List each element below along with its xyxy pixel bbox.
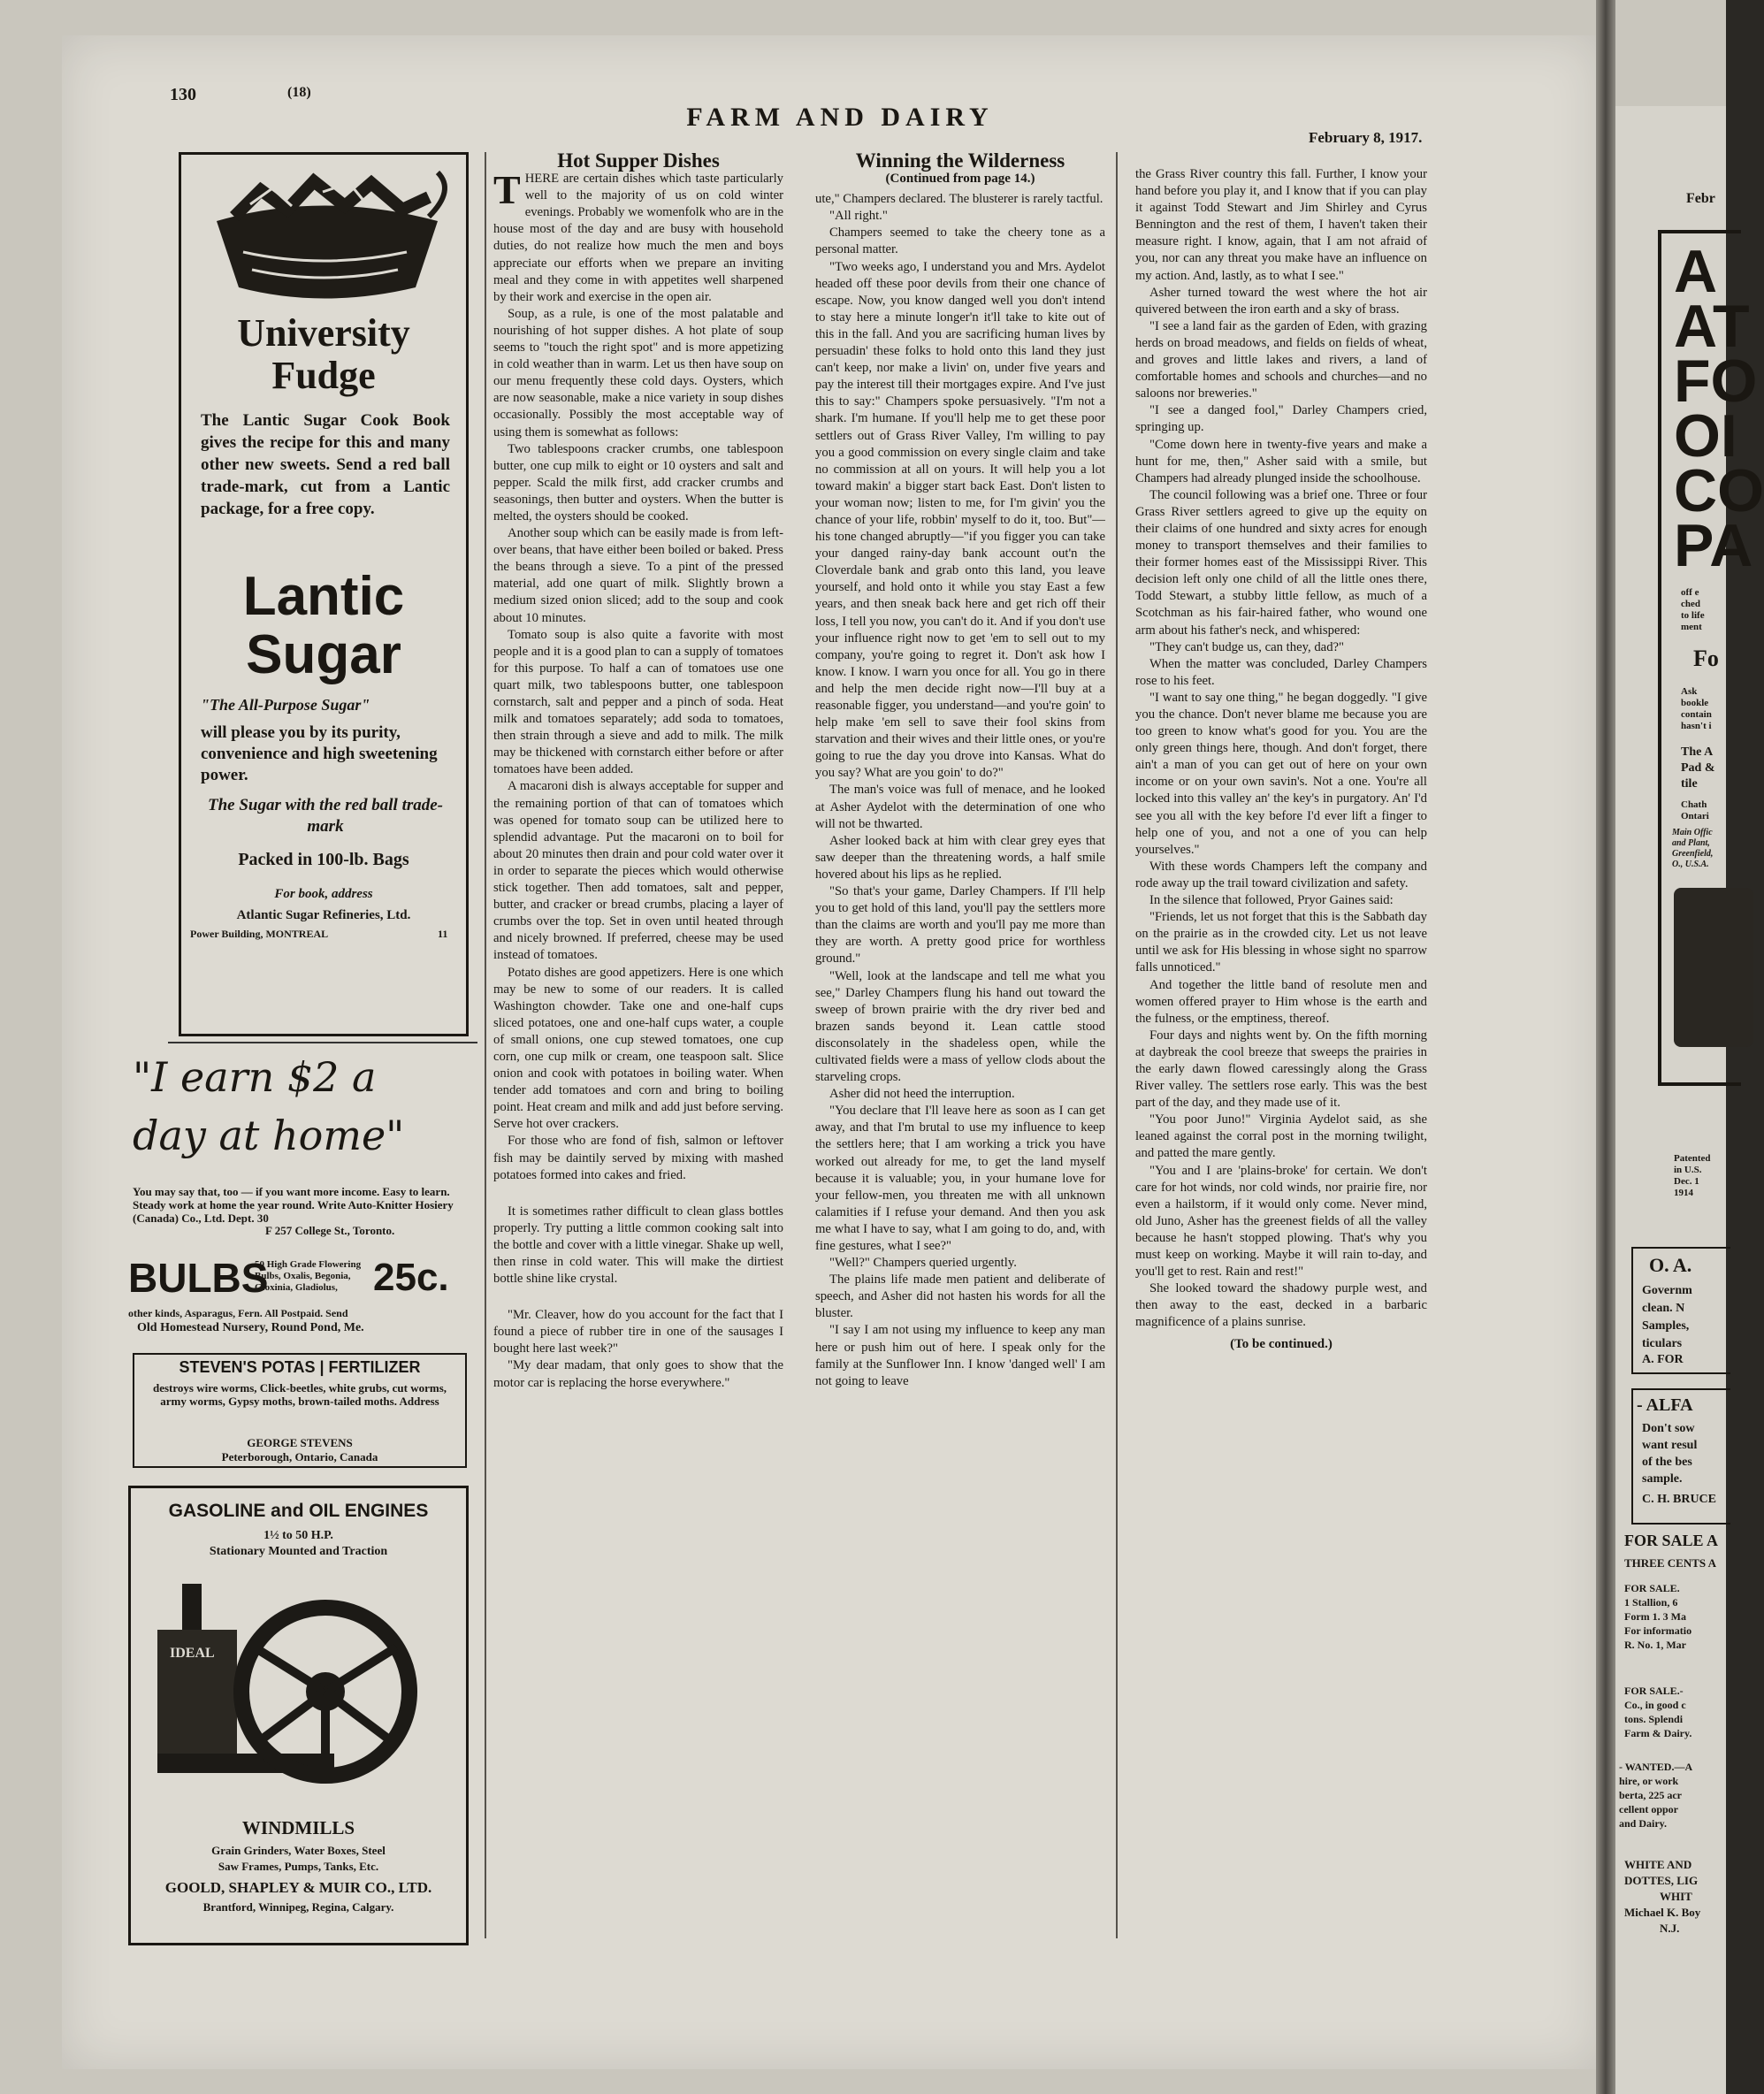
article-3-paragraph: "I see a danged fool," Darley Champers cried, springing up. — [1135, 403, 1427, 435]
potas-name: GEORGE STEVENS — [247, 1436, 353, 1449]
bulbs-price: 25c. — [373, 1256, 449, 1299]
engines-range: 1½ to 50 H.P. — [263, 1529, 333, 1542]
article-2-paragraph: "You declare that I'll leave here as soon as I can get away, and that I'm brutal to use my influence to keep the settlers here; that I am working a trick you have worked out already for me, to get the land myself because it is valuable; you, in your humane love for your fellow-men, you threaten me with all unknown calamities if I refuse your demand. And then you ask me what I have to say, what I am going to do, and, with fine gestures, what I see?" — [815, 1104, 1105, 1253]
bulbs-word: BULBS — [128, 1255, 269, 1301]
article-3-paragraph: "You and I are 'plains-broke' for certain. We don't care for hot winds, nor cold winds, nor prairie fire, nor even a hailstorm, if it would only come. Never mind, old Juno, Asher has the greenest fields of all the valley because he hasn't stopped plowing. That's why you must keep on working. Maybe it will rain to-day, and you'll get to rest. Rain and rest!" — [1135, 1163, 1427, 1280]
earn-body-b: F 257 College St., Toronto. — [265, 1224, 395, 1237]
engines-types: Stationary Mounted and Traction — [209, 1545, 388, 1558]
lantic-for-book: For book, address — [274, 887, 373, 901]
drop-cap: T — [493, 167, 521, 213]
article-3-paragraph: "I want to say one thing," he began doggedly. "I give you the chance. Don't never blame me because you are too green to know what's good for you. You are the only green things here, though. And don't forget, there ain't a man of you can get out of here on your own income or on your own savin's. Not a one. You're all locked into this valley an' the key's in purgatory. An' I'd see you all with the key before I'd ever lift a finger to help one of you, and not a one of you can help yourselves." — [1135, 690, 1427, 857]
article-2-paragraph: "Well?" Champers queried urgently. — [829, 1256, 1017, 1271]
lantic-packed: Packed in 100-lb. Bags — [238, 850, 409, 869]
article-2-paragraph: Asher did not heed the interruption. — [829, 1087, 1015, 1102]
article-3-paragraph: the Grass River country this fall. Further, I know your hand before you play it, and I know that if you can play it against Todd Stewart and Jim Shirley and Cyrus Bennington and the rest of them, I haven't taken their measure right. I know, again, that I am not afraid of you, nor can any threat you make have an influence on my action. And, lastly, as to what I see." — [1135, 167, 1427, 283]
article-1-paragraph: Soup, as a rule, is one of the most palatable and nourishing of hot supper dishes. A hot plate of soup seems to "touch the right spot" and is more appetizing in cold weather than in warm. Let us then have soup on our menu frequently these cold days. Oysters, which are now seasonable, make a nice variety in soup dishes occasionally. Possibly the most acceptable way of using them is somewhat as follows: — [493, 306, 783, 439]
potas-title: STEVEN'S POTAS | FERTILIZER — [179, 1358, 421, 1376]
next-oa-name: A. FOR — [1642, 1353, 1684, 1366]
article-2-paragraph: The man's voice was full of menace, and he looked at Asher Aydelot with the determination of one who will not be thwarted. — [815, 783, 1105, 831]
article-2-paragraph: "All right." — [829, 209, 888, 224]
next-for-sale-heading: FOR SALE A — [1624, 1532, 1719, 1549]
joke-question: "Mr. Cleaver, how do you account for the fact that I found a piece of rubber tire in one of the sausages I bought here last week?" — [493, 1308, 783, 1357]
next-oa-lines: Governm clean. N Samples, ticulars — [1642, 1284, 1692, 1350]
article-2-paragraph: ute," Champers declared. The blusterer is rarely tactful. — [815, 192, 1103, 207]
products-1: Grain Grinders, Water Boxes, Steel — [211, 1844, 386, 1857]
engines-ad — [128, 1486, 469, 1945]
column-rule — [485, 152, 486, 1938]
lantic-tagline: "The All-Purpose Sugar" — [201, 696, 370, 714]
lantic-sugar-ad — [179, 152, 469, 1036]
next-chatham: Chath Ontari — [1681, 799, 1709, 822]
article-3-paragraph: In the silence that followed, Pryor Gaines said: — [1149, 893, 1394, 908]
article-1-title: Hot Supper Dishes — [557, 149, 720, 172]
ad-divider — [168, 1042, 477, 1043]
next-alfa-ad — [1631, 1388, 1730, 1525]
next-oa-ad — [1631, 1247, 1730, 1374]
article-3-paragraph: With these words Champers left the company and rode away up the trail toward civilization and safety. — [1135, 859, 1427, 890]
next-classified-2: FOR SALE.- Co., in good c tons. Splendi Farm & Dairy. — [1624, 1685, 1692, 1739]
continued-from: (Continued from page 14.) — [885, 172, 1035, 187]
bulbs-detail: 50 High Grade Flowering Bulbs, Oxalis, Begonia, Gloxinia, Gladiolus, — [255, 1259, 362, 1293]
next-big-1: A — [1674, 238, 1718, 305]
article-3-paragraph: The council following was a brief one. Three or four Grass River settlers agreed to give up the equity on their claims of one hundred and sixty acres for enough money to transport themselves and their families to their former homes east of the Mississippi River. This decision left only one child of all the little ones there, Todd Stewart, a stubby little fellow, as much of a Scotchman as his fair-haired father, who wound one arm about his father's neck, and whispered: — [1135, 487, 1427, 638]
lantic-pitch: will please you by its purity, convenience and high sweetening power. — [201, 723, 438, 784]
earn-script-1: "I earn $2 a — [133, 1053, 377, 1101]
lantic-brand-2: Sugar — [246, 624, 401, 685]
bottle-tip: It is sometimes rather difficult to clean glass bottles properly. Try putting a little common cooking salt into the bottle and cover with a little vinegar. Shake up well, then rinse in cold water. This will make the dirtiest bottle shine like crystal. — [493, 1204, 783, 1287]
article-2-title: Winning the Wilderness — [855, 149, 1065, 172]
article-2-paragraph: "So that's your game, Darley Champers. If I'll help you to get hold of this land, you'll pay the settlers more than the claims are worth and you'll pay me more than they are worth. A pretty good price for worthless ground." — [815, 884, 1105, 967]
article-winning-the-wilderness — [815, 149, 1105, 1390]
article-1-paragraph: HERE are certain dishes which taste particularly well to the majority of us on cold winter evenings. Probably we womenfolk who are in the house most of the day and are busy with household duties, do not realize how much the men and boys appreciate our efforts when we prepare an inviting meal and they come in with appetites well sharpened by their work and exercise in the open air. — [493, 172, 783, 304]
article-3-paragraph: And together the little band of resolute men and women offered prayer to Him whose is the earth and the fulness, or the emptiness, thereof. — [1135, 977, 1427, 1026]
to-be-continued: (To be continued.) — [1230, 1337, 1333, 1352]
masthead-title: FARM AND DAIRY — [686, 103, 994, 132]
engines-company: GOOLD, SHAPLEY & MUIR CO., LTD. — [164, 1879, 432, 1896]
potas-place: Peterborough, Ontario, Canada — [221, 1450, 378, 1464]
article-3-paragraph: "They can't budge us, can they, dad?" — [1149, 639, 1345, 654]
next-big-4: OI — [1674, 402, 1737, 470]
article-2-paragraph: The plains life made men patient and deliberate of speech, and Asher did not hasten his words for all the bluster. — [815, 1272, 1105, 1321]
next-big-5: CO — [1674, 457, 1764, 524]
engine-label: IDEAL — [170, 1646, 215, 1661]
article-hot-supper-dishes — [493, 149, 783, 1392]
article-1-paragraph: A macaroni dish is always acceptable for supper and the remaining portion of that can of tomatoes which was opened for tomato soup can be utilized here to splendid advantage. Put the macaroni on to boil for about 20 minutes then drain and pour cold water over it in order to separate the pieces which would otherwise stick together. Then add tomatoes, salt and pepper, butter, and cracker or bread crumbs, placing a layer of crumbs over the top. Set in oven until heated through and nicely browned. If preferred, cheese may be used instead of tomatoes. — [493, 779, 783, 963]
next-the-a: The A Pad & tile — [1681, 745, 1715, 791]
issue-number: (18) — [287, 85, 311, 100]
fudge-body: The Lantic Sugar Cook Book gives the recipe for this and many other new sweets. Send a red ball trade-mark, cut from a Lantic package, for a free copy. — [201, 411, 450, 518]
article-3-paragraph: "Friends, let us not forget that this is the Sabbath day on the prairie as in the crowded city. Let us not leave until we ask for His blessing in whose sight no sparrow falls unnoticed." — [1135, 910, 1427, 975]
lantic-code: 11 — [438, 928, 448, 940]
article-3-paragraph: "Come down here in twenty-five years and make a hunt for me, then," Asher said with a smile, but Champers had already plunged inside the schoolhouse. — [1135, 437, 1427, 485]
windmills-title: WINDMILLS — [241, 1817, 355, 1838]
next-bruce: C. H. BRUCE — [1642, 1493, 1717, 1506]
next-patented: Patented in U.S. Dec. 1 1914 — [1674, 1153, 1711, 1198]
article-1-paragraph: Tomato soup is also quite a favorite with most people and it is a good plan to can a supply of tomatoes for this purpose. To half a can of tomatoes use one quart milk, two tablespoons butter, one tablespoon cornstarch, salt and pepper and a pinch of soda. Heat milk and tomatoes separately; add soda to tomatoes, then strain through a sieve and add to milk. The milk may be thickened with cornstarch either before or after tomatoes have been added. — [493, 627, 783, 777]
bulbs-line-3: Old Homestead Nursery, Round Pond, Me. — [137, 1321, 364, 1334]
fudge-headline-2: Fudge — [271, 354, 376, 397]
engines-title: GASOLINE and OIL ENGINES — [168, 1501, 429, 1521]
next-product-image — [1674, 888, 1753, 1047]
article-2-paragraph: Asher looked back at him with clear grey eyes that saw deeper than the threatening words, a half smile hovered about his lips as he replied. — [815, 833, 1105, 882]
engine-illustration-icon — [131, 1568, 466, 1798]
products-2: Saw Frames, Pumps, Tanks, Etc. — [218, 1860, 379, 1873]
next-big-2: AT — [1674, 293, 1750, 360]
page-gutter — [1596, 0, 1615, 2094]
article-2-paragraph: Champers seemed to take the cheery tone as a personal matter. — [815, 225, 1105, 257]
article-3-paragraph: When the matter was concluded, Darley Champers rose to his feet. — [1135, 656, 1427, 688]
fudge-basket-icon — [181, 155, 466, 305]
next-alfa-lines: Don't sow want resul of the bes sample. — [1642, 1422, 1698, 1486]
next-fo: Fo — [1693, 646, 1719, 671]
next-small-1: off e ched to life ment — [1681, 587, 1705, 632]
article-3-paragraph: She looked toward the shadowy purple west, and then away to the east, decked in a barbaric magnificence of a plains sunrise. — [1135, 1281, 1427, 1330]
next-date: Febr — [1686, 191, 1715, 206]
article-1-paragraph: Another soup which can be easily made is from left-over beans, that have either been boiled or baked. Press the beans through a sieve. To a pint of the pressed material, add one quart of milk. Slightly brown a medium sized onion sliced; add to the soup and cook about 10 minutes. — [493, 526, 783, 625]
article-3-paragraph: Asher turned toward the west where the hot air quivered between the iron earth and a sky of brass. — [1135, 285, 1427, 317]
article-2-paragraph: "Two weeks ago, I understand you and Mrs. Aydelot headed off these poor devils from their one chance of escape. Now, you know danged well you don't intend to stay here a minute longer'n it'll take to kite out of this in the fall. And you are sacrificing human lives by persuadin' these folks to hold onto this land they just can't keep, nor make a livin' on, under five years and pay the interest till their mortgages expire. And I've just this to say:" Champers spoke persuasively. "I'm not a shark. I'm humane. If you'll help me to get these poor settlers out of Grass River Valley, I'm willing to pay you a good commission on every single claim and take no commission at all on yours. It will help you a lot toward makin' a bigger start back East. Don't listen to your woman now; listen to me, for I'm givin' you the chance of your life, robbin' myself to do it, too. But"—his tone changed abruptly—"if you figger you can take your danged rainy-day bank account out'n the Cloverdale bank and grab onto this land, you leave yourself, and hold onto it while you stay East a few years, and then sneak back here and get rich off their loss, I tell you now, you can't do it. And if you don't use your influence right now to get 'em to sell out to my company, you're going to regret it. Don't ask how I know. I know. I warn you once for all. You go in there and help the men decide right now—I'll buy at a reasonable figger, you understand—and you're goin' to help make 'em sell to save their fool skins from starvation and their wives and their little ones, or you're going to rue the day you drove into Kansas. What do you say? What are you goin' to do?" — [815, 259, 1105, 781]
potas-ad — [133, 1353, 467, 1468]
lantic-address: Power Building, MONTREAL — [190, 928, 329, 940]
next-white: WHITE AND DOTTES, LIG WHIT Michael K. Boy N.J. — [1624, 1858, 1701, 1935]
next-main-office: Main Offic and Plant, Greenfield, O., U.S.A. — [1672, 828, 1714, 869]
article-1-paragraph: Potato dishes are good appetizers. Here is one which may be new to some of our readers. It is called Washington chowder. Take one and one-half cups sliced potatoes, one and one-half cups water, a couple of small onions, one cup stewed tomatoes, one cup corn, one cup milk or cream, one teaspoon salt. Slice onion and cook with potatoes in boiling water. When tender add tomatoes and corn and bring to boiling point. Heat cream and milk and add just before serving. Serve hot over crackers. — [493, 965, 783, 1132]
article-3-paragraph: Four days and nights went by. On the fifth morning at daybreak the cool breeze that sweeps the prairies in the early dawn flowed caressingly along the Grass River valley. The settlers rose early. This was the best part of the day, and they made use of it. — [1135, 1028, 1427, 1111]
next-wanted: - WANTED.—A hire, or work berta, 225 acr cellent oppor and Dairy. — [1619, 1761, 1693, 1830]
next-big-3: FO — [1674, 348, 1758, 415]
lantic-trademark: The Sugar with the red ball trade-mark — [207, 796, 444, 836]
lantic-brand-1: Lantic — [242, 566, 405, 627]
article-1-paragraph: Two tablespoons cracker crumbs, one tablespoon butter, one cup milk to eight or 10 oysters and salt and pepper. Scald the milk first, add cracker crumbs and seasonings, then butter and oysters. When the butter is melted, the oysters should be cooked. — [493, 441, 783, 524]
article-3-paragraph: "I see a land fair as the garden of Eden, with grazing herds on broad meadows, and fields on fields of wheat, and groves and little lakes and rivers, a land of comfortable homes and schools and churches—and no saloons nor breweries." — [1135, 318, 1427, 401]
next-ad-box — [1658, 230, 1764, 1198]
next-alfa: - ALFA — [1637, 1395, 1693, 1415]
next-big-6: PA — [1674, 512, 1753, 579]
next-page-fragment — [1615, 106, 1764, 2094]
lantic-company: Atlantic Sugar Refineries, Ltd. — [236, 908, 411, 922]
engines-cities: Brantford, Winnipeg, Regina, Calgary. — [202, 1900, 394, 1914]
column-rule — [1116, 152, 1118, 1938]
article-1-paragraph: For those who are fond of fish, salmon or leftover fish may be daintily served by mixing with mashed potatoes formed into cakes and fried. — [493, 1134, 783, 1182]
page-number: 130 — [170, 85, 196, 104]
issue-date: February 8, 1917. — [1309, 129, 1423, 146]
joke-answer: "My dear madam, that only goes to show that the motor car is replacing the horse everywhere." — [493, 1358, 783, 1390]
fudge-headline-1: University — [237, 311, 410, 355]
next-oa: O. A. — [1649, 1254, 1692, 1276]
bulbs-line-2: other kinds, Asparagus, Fern. All Postpaid. Send — [128, 1307, 348, 1319]
potas-body: destroys wire worms, Click-beetles, white grubs, cut worms, army worms, Gypsy moths, brown-tailed moths. Address — [152, 1381, 447, 1408]
article-wilderness-continued — [1135, 166, 1427, 1357]
next-classified-1: FOR SALE. 1 Stallion, 6 Form 1. 3 Ma For informatio R. No. 1, Mar — [1624, 1582, 1692, 1651]
earn-body-a: You may say that, too — if you want more income. Easy to learn. Steady work at home the year round. Write Auto-Knitter Hosiery (Canada) Co., Ltd. Dept. 30 — [133, 1185, 454, 1225]
next-three-cents: THREE CENTS A — [1624, 1556, 1717, 1570]
earn-script-2: day at home" — [133, 1112, 405, 1159]
article-3-paragraph: "You poor Juno!" Virginia Aydelot said, as she leaned against the corral post in the morning twilight, and patted the mare gently. — [1135, 1112, 1427, 1161]
article-2-paragraph: "I say I am not using my influence to keep any man here or push him out of here. I speak only for the family at the Sunflower Inn. I know 'danged well' I am not going to leave — [815, 1323, 1105, 1388]
article-2-paragraph: "Well, look at the landscape and tell me what you see," Darley Champers flung his hand out toward the sweep of brown prairie with the dry river bed and brazen sands beyond it. Lean cattle stood disconsolately in the shadeless open, while the cultivated fields were a mass of yellow clods about the starveling crops. — [815, 968, 1105, 1085]
next-small-2: Ask bookle contain hasn't i — [1681, 686, 1712, 731]
